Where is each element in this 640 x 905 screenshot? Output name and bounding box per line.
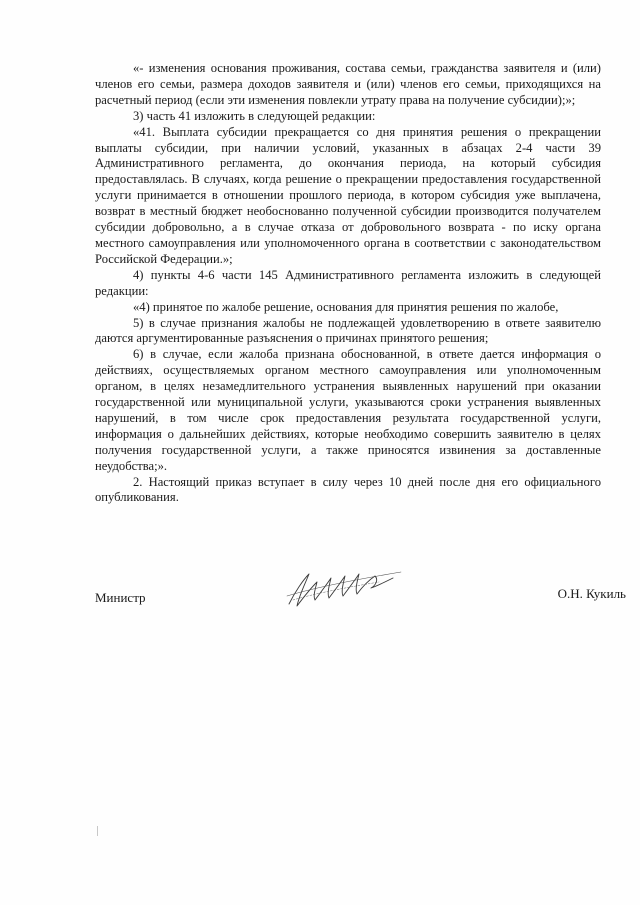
- paragraph-item-4: 4) пункты 4-6 части 145 Административного регламента изложить в следующей редакции:: [95, 267, 601, 298]
- paragraph-subitem-5: 5) в случае признания жалобы не подлежащей удовлетворению в ответе заявителю даются аргументированные разъяснения о причинах принятого решения;: [95, 315, 601, 346]
- signer-name: О.Н. Кукиль: [557, 586, 626, 601]
- handwritten-signature: [283, 566, 413, 612]
- paragraph-item-3: 3) часть 41 изложить в следующей редакции:: [133, 108, 376, 123]
- paragraph-subitem-4: «4) принятое по жалобе решение, основания для принятия решения по жалобе,: [133, 299, 559, 314]
- signer-position: Министр: [95, 590, 146, 605]
- paragraph-amendment-grounds: «- изменения основания проживания, состава семьи, гражданства заявителя и (или) членов его семьи, размера доходов заявителя и (или) членов его семьи, приходящихся на расчетный период (если эти изменения повлекли утрату права на получение субсидии);»;: [95, 61, 601, 107]
- paragraph-part-41: «41. Выплата субсидии прекращается со дня принятия решения о прекращении выплаты субсидии, при наличии условий, указанных в абзацах 2-4 части 39 Административного регламента, до окончания периода, на который субсидия предоставлялась. В случаях, когда решение о прекращении предоставления государственной услуги принимается в отношении прошлого периода, в котором субсидия уже выплачена, возврат в местный бюджет необоснованно полученной субсидии производится получателем субсидии добровольно, а в случае отказа от добровольного возврата - по иску органа местного самоуправления или уполномоченного органа в соответствии с законодательством Российской Федерации.»;: [95, 124, 601, 266]
- scan-mark: [97, 826, 98, 836]
- paragraph-subitem-6: 6) в случае, если жалоба признана обоснованной, в ответе дается информация о действиях, осуществляемых органом местного самоуправления или уполномоченным органом, в целях незамедлительного устранения выявленных нарушений при оказании государственной или муниципальной услуги, указываются сроки устранения выявленных нарушений, в том числе срок предоставления результата государственной услуги, информация о дальнейших действиях, которые необходимо совершить заявителю в целях получения государственной услуги, а также приносятся извинения за доставленные неудобства;».: [95, 347, 601, 473]
- paragraph-effective-date: 2. Настоящий приказ вступает в силу через 10 дней после дня его официального опубликования.: [95, 474, 601, 505]
- document-body: [95, 61, 601, 506]
- signature-block: [95, 578, 626, 628]
